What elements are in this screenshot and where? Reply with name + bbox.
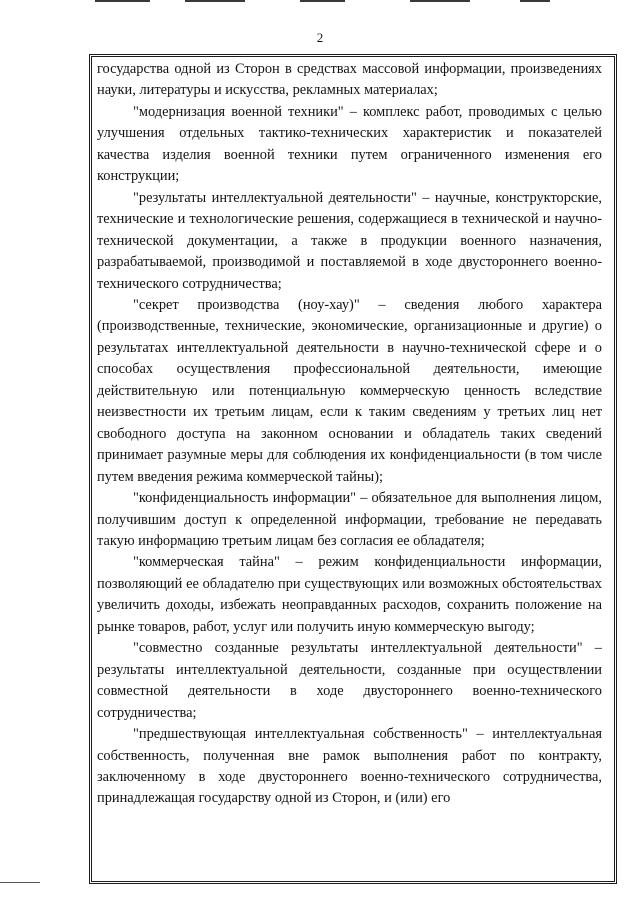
definition-military-modernization: "модернизация военной техники" – комплекс работ, проводимых с целью улучшения отдельных тактико-технических характеристик и показателей качества изделия военной техники путем ограниченного изменения его конструкции; — [97, 103, 602, 185]
definition-prior-property: "предшествующая интеллектуальная собственность" – интеллектуальная собственность, полученная вне рамок выполнения работ по контракту, заключенному в ходе двустороннего военно-технического сотрудничества, принадлежащая государству одной из Сторон, и (или) его — [97, 726, 602, 807]
definition-joint-results: "совместно созданные результаты интеллектуальной деятельности" – результаты интеллектуальной деятельности, созданные при осуществлении совместной деятельности в ходе двустороннего военно-технического сотрудничества; — [97, 640, 602, 721]
definition-intellectual-results: "результаты интеллектуальной деятельности" – научные, конструкторские, технические и технологические решения, содержащиеся в технической и научно-технической документации, а также в продукции военного назначения, разрабатываемой, производимой и поставляемой в ходе двустороннего военно-технического сотрудничества; — [97, 189, 602, 292]
definition-commercial-secret: "коммерческая тайна" – режим конфиденциальности информации, позволяющий ее обладателю при существующих или возможных обстоятельствах увеличить доходы, избежать неоправданных расходов, сохранить положение на рынке товаров, работ, услуг или получить иную коммерческую выгоду; — [97, 554, 602, 635]
paragraph-continuation: государства одной из Сторон в средствах массовой информации, произведениях науки, литературы и искусства, рекламных материалах; — [97, 61, 602, 99]
definition-confidentiality: "конфиденциальность информации" – обязательное для выполнения лицом, получившим доступ к определенной информации, требование не передавать такую информацию третьим лицам без согласия ее обладателя; — [97, 490, 602, 549]
scan-artifact — [300, 0, 345, 2]
definition-know-how: "секрет производства (ноу-хау)" – сведения любого характера (производственные, технические, экономические, организационные и другие) о результатах интеллектуальной деятельности в научно-технической сфере и о способах осуществления профессиональной деятельности, имеющие действительную или потенциальную коммерческую ценность вследствие неизвестности их третьим лицам, если к таким сведениям у третьих лиц нет свободного доступа на законном основании и обладатель таких сведений принимает разумные меры для соблюдения их конфиденциальности (в том числе путем введения режима коммерческой тайны); — [97, 296, 602, 485]
scan-artifact — [185, 0, 245, 2]
page-number: 2 — [316, 30, 324, 45]
scan-artifact — [0, 882, 40, 883]
scan-artifact — [520, 0, 550, 2]
document-body — [97, 59, 602, 810]
scan-artifact — [95, 0, 150, 2]
scan-artifact — [410, 0, 470, 2]
